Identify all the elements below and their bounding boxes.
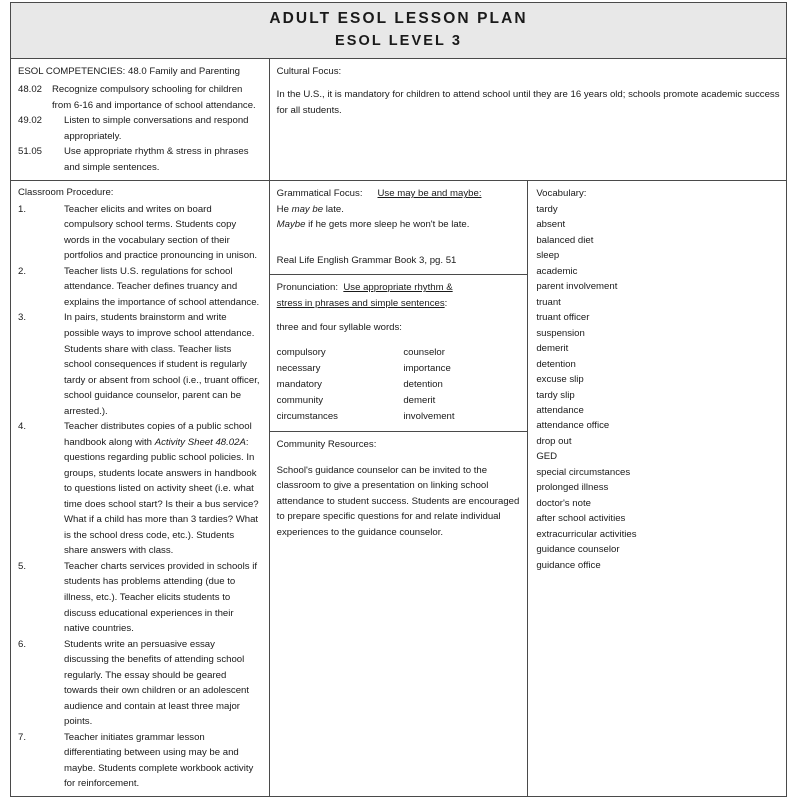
pronunciation-topic-line-one: Use appropriate rhythm & (343, 282, 453, 294)
syllable-word-row (277, 393, 521, 409)
vocabulary-item: demerit (536, 343, 569, 355)
procedure-step-number: 5. (18, 560, 27, 572)
procedure-step-text: Teacher charts services provided in schools if students has problems attending (due to illness, etc.). Teacher elicits students to discuss educational experiences in their native countries. (64, 560, 258, 635)
community-resources-heading: Community Resources: (276, 439, 377, 451)
vocabulary-item: truant officer (536, 312, 590, 324)
activity-sheet-reference: Activity Sheet 48.02A (154, 436, 246, 448)
pronunciation-subtitle: three and four syllable words: (276, 322, 402, 334)
procedure-step-number: 7. (18, 731, 27, 743)
procedure-step-text: Teacher elicits and writes on board compulsory school terms. Students copy words in the vocabulary section of their portfolios and practice pronouncing in unison. (64, 203, 258, 262)
syllable-word-left: circumstances (276, 411, 338, 423)
classroom-procedure-cell (11, 181, 270, 797)
competency-text: Use appropriate rhythm & stress in phrases and simple sentences. (64, 146, 249, 173)
vocabulary-item: truant (536, 296, 561, 308)
vocabulary-heading: Vocabulary: (536, 188, 587, 200)
syllable-word-left: necessary (276, 362, 321, 374)
syllable-word-left: compulsory (276, 346, 326, 358)
grammar-example-one-pre: He (276, 203, 292, 215)
vocabulary-item: GED (536, 451, 558, 463)
title-row (11, 3, 787, 59)
cultural-focus-cell (269, 59, 786, 181)
syllable-word-left: community (276, 395, 324, 407)
procedure-step-number: 2. (18, 265, 27, 277)
procedure-step (18, 202, 263, 264)
vocabulary-item: prolonged illness (536, 482, 609, 494)
procedure-step-text: Students write an persuasive essay discussing the benefits of attending school regularly. The essay should be geared towards their own children or an adolescent audience and contain at least three major points. (64, 638, 250, 728)
competency-item (18, 113, 263, 144)
competencies-cell (11, 59, 270, 181)
grammar-example-one-italic: may be (291, 203, 324, 215)
vocabulary-item: parent involvement (536, 281, 618, 293)
cultural-focus-body: In the U.S., it is mandatory for children to attend school until they are 16 years old; schools promote academic success for all students. (276, 89, 780, 116)
syllable-word-row (277, 345, 521, 361)
vocabulary-item: detention (536, 358, 576, 370)
grammatical-focus-heading (277, 186, 521, 202)
competencies-block (11, 59, 269, 180)
vocabulary-item: absent (536, 219, 566, 231)
vocabulary-item: sleep (536, 250, 560, 262)
vocabulary-item: drop out (536, 435, 572, 447)
document-title-secondary: ESOL LEVEL 3 (334, 32, 462, 49)
vocabulary-item: suspension (536, 327, 585, 339)
grammar-example-two (277, 217, 521, 233)
procedure-step-text: Teacher lists U.S. regulations for school attendance. Teacher defines truancy and explains the importance of school attendance. (64, 265, 260, 308)
procedure-step (18, 264, 263, 311)
procedure-step (18, 637, 263, 730)
competency-text: Listen to simple conversations and respond appropriately. (64, 115, 249, 142)
vocabulary-item: after school activities (536, 513, 626, 525)
grammar-example-one (277, 202, 521, 218)
lesson-plan-table (10, 2, 787, 797)
vocabulary-item: tardy (536, 203, 558, 215)
vocabulary-item: balanced diet (536, 234, 594, 246)
cultural-focus-heading: Cultural Focus: (276, 66, 342, 78)
vocabulary-item: guidance counselor (536, 544, 620, 556)
document-title-cell (11, 3, 787, 59)
syllable-word-right: involvement (403, 411, 455, 423)
vocabulary-item: tardy slip (536, 389, 575, 401)
vocabulary-item: doctor's note (536, 497, 591, 509)
vocabulary-item: guidance office (536, 559, 601, 571)
grammatical-focus-label: Grammatical Focus: (276, 188, 363, 200)
main-content-row (11, 181, 787, 797)
classroom-procedure-block (11, 181, 269, 796)
community-resources-body: School's guidance counselor can be invited to the classroom to give a presentation on linking school attendance to student success. Students are encouraged to prepare specific questions for and relate individual experiences to the guidance counselor. (276, 464, 520, 538)
competency-item (18, 144, 263, 175)
procedure-step-text: Teacher initiates grammar lesson differentiating between using may be and maybe. Students complete workbook activity for reinforcement. (64, 731, 254, 790)
pronunciation-heading (277, 280, 521, 296)
syllable-word-row (277, 361, 521, 377)
competency-code: 48.02 (18, 84, 43, 96)
pronunciation-topic-colon: : (444, 297, 448, 309)
procedure-step-text-post: : questions regarding public school policies. In groups, students locate answers in handbook to questions listed on activity sheet (i.e. what time does school start? Is their a bus service? What if a child has more than 3 tardies? What is the school dress code, etc.). Students share answers with class. (64, 436, 259, 557)
syllable-word-row (277, 409, 521, 425)
competency-code: 49.02 (18, 115, 43, 127)
syllable-word-left: mandatory (276, 378, 322, 390)
procedure-step (18, 310, 263, 419)
cultural-focus-block (270, 59, 786, 123)
procedure-step (18, 559, 263, 637)
procedure-step (18, 730, 263, 792)
procedure-step-number: 3. (18, 312, 27, 324)
vocabulary-cell (528, 181, 787, 797)
pronunciation-block (270, 275, 528, 432)
community-resources-block (270, 432, 528, 546)
syllable-word-right: importance (403, 362, 451, 374)
grammatical-focus-topic: Use may be and maybe: (377, 188, 482, 200)
procedure-step-number: 6. (18, 638, 27, 650)
syllable-word-right: counselor (403, 346, 445, 358)
grammatical-focus-block (270, 181, 528, 275)
pronunciation-label: Pronunciation: (276, 282, 338, 294)
pronunciation-topic-line-two: stress in phrases and simple sentences (276, 297, 445, 309)
vocabulary-block (528, 181, 786, 578)
focus-column-cell (269, 181, 528, 797)
vocabulary-item: attendance office (536, 420, 610, 432)
syllable-word-row (277, 377, 521, 393)
syllable-words-table (277, 345, 521, 425)
vocabulary-item: extracurricular activities (536, 528, 637, 540)
syllable-word-right: detention (403, 378, 443, 390)
vocabulary-item: academic (536, 265, 578, 277)
competency-code: 51.05 (18, 146, 43, 158)
competency-text: Recognize compulsory schooling for children from 6-16 and importance of school attendance. (52, 84, 256, 111)
procedure-step-text-pre: Teacher distributes copies of a public school handbook along with (64, 421, 252, 448)
competencies-row (11, 59, 787, 181)
procedure-step-number: 4. (18, 421, 27, 433)
document-title-primary: ADULT ESOL LESSON PLAN (269, 10, 528, 27)
grammar-example-two-post: if he gets more sleep he won't be late. (305, 219, 470, 231)
pronunciation-topic-line-two-wrap (277, 296, 521, 312)
vocabulary-item: special circumstances (536, 466, 631, 478)
vocabulary-item: attendance (536, 404, 584, 416)
competencies-heading: ESOL COMPETENCIES: 48.0 Family and Parenting (18, 66, 240, 78)
grammar-example-two-italic: Maybe (276, 219, 306, 231)
grammar-book-reference: Real Life English Grammar Book 3, pg. 51 (276, 254, 457, 266)
procedure-step-text: In pairs, students brainstorm and write possible ways to improve school attendance. Students share with class. Teacher lists school consequences if student is regularly tardy or absent from school (i.e., truant officer, school guidance counselor, parent can be arrested.). (64, 312, 260, 417)
grammar-example-one-post: late. (323, 203, 344, 215)
vocabulary-item: excuse slip (536, 374, 584, 386)
procedure-step-number: 1. (18, 203, 27, 215)
syllable-word-right: demerit (403, 395, 436, 407)
competency-item (18, 82, 263, 113)
classroom-procedure-heading: Classroom Procedure: (18, 187, 114, 199)
